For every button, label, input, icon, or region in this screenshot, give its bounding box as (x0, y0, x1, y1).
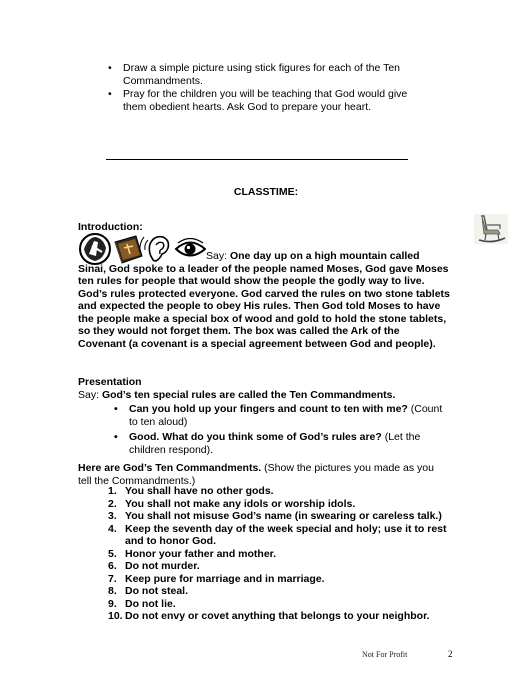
rocking-chair-icon (474, 214, 508, 244)
item-text: Do not lie. (125, 597, 176, 610)
footer-text: Not For Profit (362, 650, 408, 659)
list-item (108, 498, 453, 511)
question-note: (Let the children respond). (129, 431, 421, 456)
item-number: 3. (108, 510, 117, 522)
list-item (108, 598, 453, 611)
preparation-list (108, 62, 408, 114)
item-number: 8. (108, 585, 117, 597)
list-item (108, 548, 453, 561)
item-text: Honor your father and mother. (125, 547, 277, 560)
item-number: 1. (108, 485, 117, 497)
question-note: (Count to ten aloud) (129, 403, 443, 428)
say-label: Say: (78, 389, 102, 401)
list-item (108, 523, 453, 548)
list-item (108, 585, 453, 598)
item-text: Do not envy or covet anything that belongs to your neighbor. (125, 610, 430, 622)
presentation-heading: Presentation (78, 376, 142, 388)
commandments-intro-bold: Here are God’s Ten Commandments. (78, 462, 262, 474)
introduction-paragraph (78, 250, 450, 350)
question-text: Can you hold up your fingers and count to ten with me? (129, 403, 408, 415)
item-text: You shall not misuse God’s name (in swearing or careless talk.) (125, 510, 442, 522)
item-number: 7. (108, 572, 117, 585)
list-item: • Pray for the children you will be teaching that God would give them obedient hearts. Ask God to prepare your heart. (108, 88, 408, 113)
list-item (114, 431, 450, 456)
list-item: • Draw a simple picture using stick figures for each of the Ten Commandments. (108, 62, 408, 87)
presentation-say (78, 389, 450, 402)
page-number: 2 (448, 649, 453, 659)
commandments-intro-note: (Show the pictures you made as you tell the Commandments.) (78, 462, 434, 487)
list-item (108, 610, 453, 623)
item-text: Keep pure for marriage and in marriage. (125, 572, 325, 585)
classtime-heading: CLASSTIME: (233, 186, 299, 198)
list-item (108, 485, 453, 498)
presentation-questions (114, 403, 450, 459)
list-item (108, 573, 453, 586)
list-item (108, 560, 453, 573)
commandments-intro (78, 462, 450, 487)
item-text: Do not murder. (125, 560, 200, 572)
item-number: 4. (108, 522, 117, 535)
list-item (114, 403, 450, 428)
presentation-say-text: God’s ten special rules are called the Ten Commandments. (101, 389, 396, 401)
section-divider (106, 159, 408, 160)
item-number: 10. (108, 610, 123, 622)
commandments-list (108, 485, 453, 623)
item-number: 9. (108, 597, 117, 610)
item-number: 5. (108, 547, 117, 560)
item-text: You shall have no other gods. (125, 485, 274, 497)
list-item (108, 510, 453, 523)
introduction-text: One day up on a high mountain called Sinai, God spoke to a leader of the people named Moses, God gave Moses ten rules for people that would show the people the godly way to live. God’s rules protected everyone. God carved the rules on two stone tablets and expected the people to obey His rules. Then God told Moses to have the people make a special box of wood and gold to hold the stone tablets, so they would not forget them. The box was called the Ark of the Covenant (a covenant is a special agreement between God and people). (78, 250, 450, 350)
question-text: Good. What do you think some of God’s rules are? (129, 431, 382, 443)
introduction-heading: Introduction: (78, 221, 143, 233)
say-label: Say: (206, 250, 230, 262)
item-text: Keep the seventh day of the week special and holy; use it to rest and to honor God. (125, 522, 447, 547)
item-number: 6. (108, 560, 117, 572)
item-text: You shall not make any idols or worship idols. (125, 497, 356, 510)
item-number: 2. (108, 497, 117, 510)
item-text: Do not steal. (125, 585, 189, 597)
